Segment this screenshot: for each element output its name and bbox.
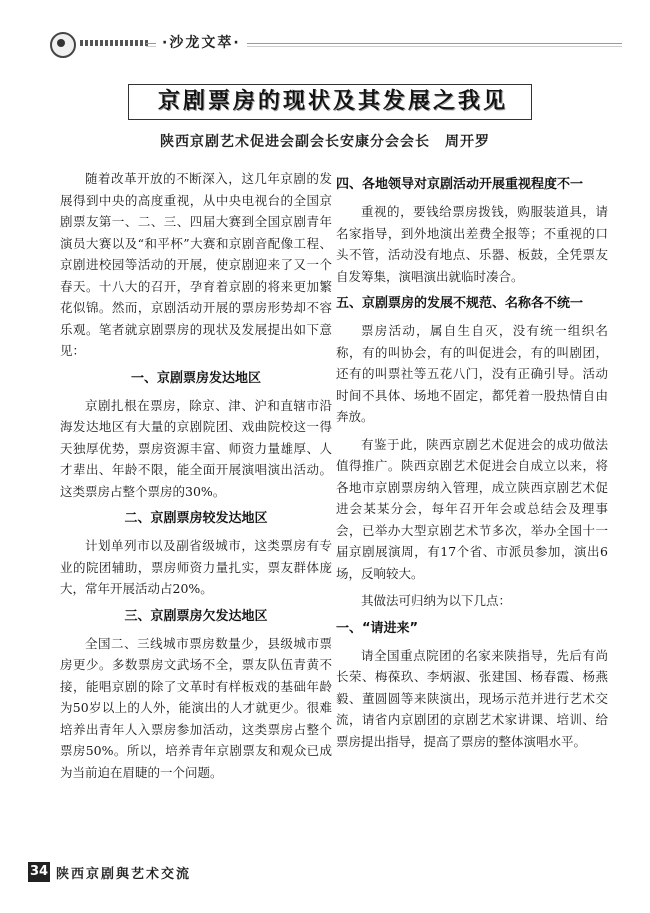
page-number: 34 bbox=[28, 862, 50, 882]
subsection-paragraph-1: 请全国重点院团的名家来陕指导，先后有尚长荣、梅葆玖、李炳淑、张建国、杨春霞、杨燕毅、董圆圆等来陕演出，现场示范并进行艺术交流，请省内京剧团的京剧艺术家讲课、培训、给票房提出指导，提高了票房的整体演唱水平。 bbox=[336, 647, 608, 749]
section-heading-1: 一、京剧票房发达地区 bbox=[130, 370, 261, 386]
section-heading-5: 五、京剧票房的发展不规范、名称各不统一 bbox=[336, 296, 584, 311]
article-title: 京剧票房的现状及其发展之我见 bbox=[157, 89, 508, 114]
left-column bbox=[60, 168, 332, 789]
section-paragraph-7: 其做法可归纳为以下几点： bbox=[361, 593, 512, 608]
decorative-stripe bbox=[80, 40, 150, 46]
section-paragraph-3: 全国二、三线城市票房数量少，县级城市票房更少。多数票房文武场不全，票友队伍青黄不接，能唱京剧的除了文革时有样板戏的基础年龄为50岁以上的人外，能演出的人才就更少。很难培养出青年人入票房参加活动，这类票房占整个票房50%。所以，培养青年京剧票友和观众已成为当前迫在眉睫的一个问题。 bbox=[60, 635, 332, 780]
section-paragraph-5: 票房活动，属自生自灭，没有统一组织名称，有的叫协会，有的叫促进会，有的叫剧团，还有的叫票社等五花八门，没有正确引导。活动时间不具体、场地不固定，都凭着一股热情自由奔放。 bbox=[336, 323, 608, 424]
section-paragraph-4: 重视的，要钱给票房拨钱，购服装道具，请名家指导，到外地演出差费全报等；不重视的口头不管，活动没有地点、乐器、板鼓，全凭票友自发筹集，演唱演出就临时凑合。 bbox=[336, 204, 608, 284]
section-paragraph-6: 有鉴于此，陕西京剧艺术促进会的成功做法值得推广。陕西京剧艺术促进会自成立以来，将各地市京剧票房纳入管理，成立陕西京剧艺术促进会某某分会，每年召开年会或总结会及理事会，已举办大型京剧艺术节多次，举办全国十一届京剧展演周，有17个省、市派员参加，演出6场，反响较大。 bbox=[336, 436, 608, 581]
section-heading-4: 四、各地领导对京剧活动开展重视程度不一 bbox=[336, 177, 584, 192]
intro-paragraph: 随着改革开放的不断深入，这几年京剧的发展得到中央的高度重视，从中央电视台的全国京剧票友第一、二、三、四届大赛到全国京剧青年演员大赛以及“和平杯”大赛和京剧音配像工程、京剧进校园等活动的开展，使京剧迎来了又一个春天。十八大的召开，孕育着京剧的将来更加繁花似锦。然而，京剧活动开展的票房形势却不容乐观。笔者就京剧票房的现状及发展提出如下意见： bbox=[60, 171, 332, 358]
section-label: ·沙龙文萃· bbox=[156, 32, 247, 52]
publication-name: 陕西京剧與艺术交流 bbox=[56, 867, 192, 882]
section-paragraph-1: 京剧扎根在票房，除京、津、沪和直辖市沿海发达地区有大量的京剧院团、戏曲院校这一得天独厚优势，票房资源丰富、师资力量雄厚、人才辈出、年龄不限，能全面开展演唱演出活动。这类票房占整个票房的30%。 bbox=[60, 397, 332, 499]
section-header bbox=[28, 26, 622, 60]
subsection-heading-1: 一、“请进来” bbox=[336, 620, 419, 636]
right-column bbox=[336, 168, 608, 758]
emblem-icon bbox=[50, 32, 76, 58]
section-heading-3: 三、京剧票房欠发达地区 bbox=[124, 608, 268, 624]
section-paragraph-2: 计划单列市以及副省级城市，这类票房有专业的院团辅助，票房师资力量扎实，票友群体庞大，常年开展活动占20%。 bbox=[60, 538, 332, 596]
section-heading-2: 二、京剧票房较发达地区 bbox=[124, 511, 268, 526]
article-byline: 陕西京剧艺术促进会副会长安康分会会长 周开罗 bbox=[160, 134, 490, 150]
